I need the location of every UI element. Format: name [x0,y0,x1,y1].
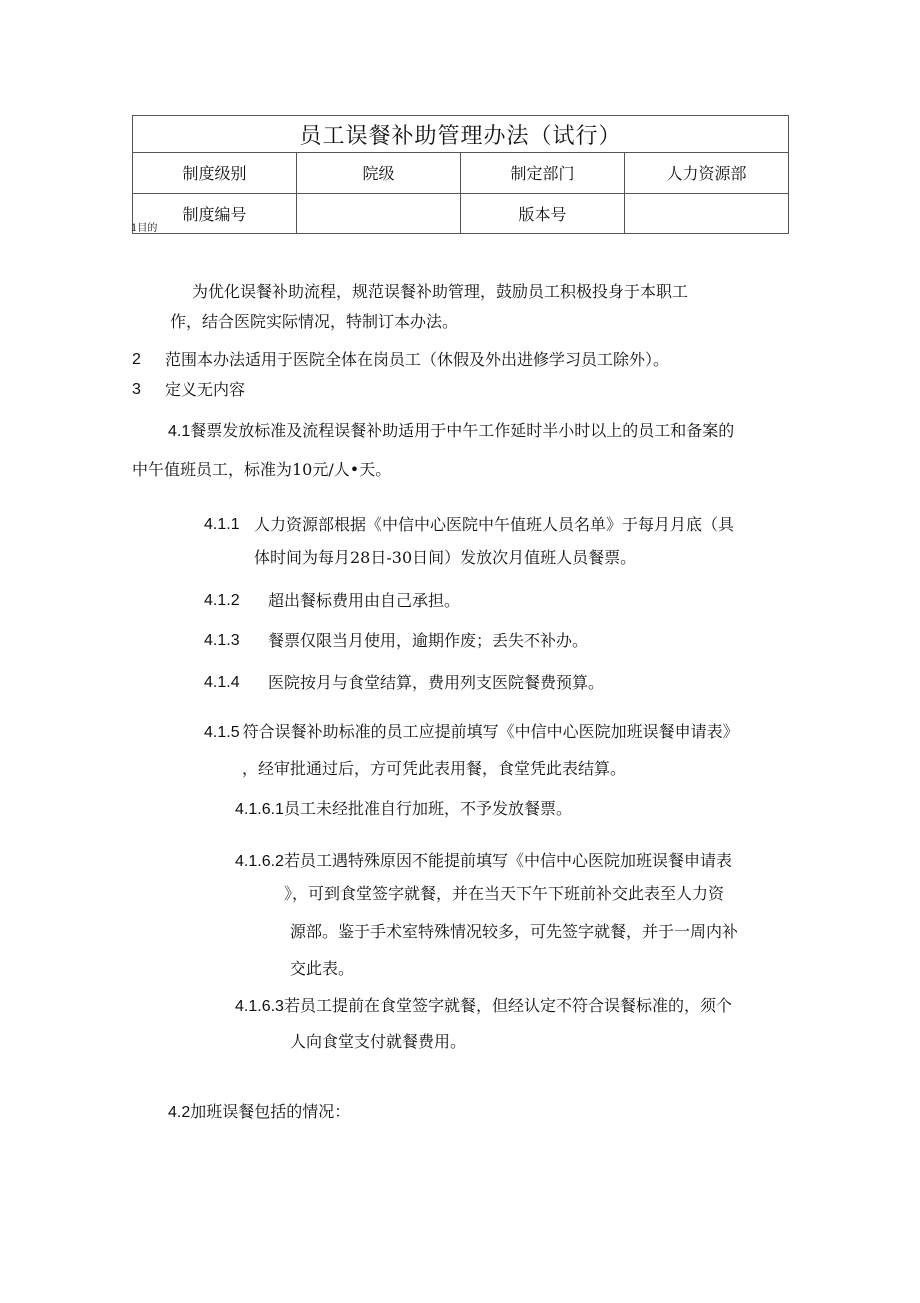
section-4-1-6-3-line-1: 若员工提前在食堂签字就餐，但经认定不符合误餐标准的，须个 [283,996,732,1015]
section-3-text: 定义无内容 [165,380,246,399]
section-4-1-6-2-line-2: 》，可到食堂签字就餐，并在当天下午下班前补交此表至人力资 [284,884,725,903]
section-4-1-6-3-number: 4.1.6.3 [235,998,284,1015]
section-4-1-1-number: 4.1.1 [204,516,240,533]
label-level: 制度级别 [133,153,297,194]
section-4-1-6-1-number: 4.1.6.1 [235,801,284,818]
section-4-1-2-text: 超出餐标费用由自己承担。 [268,591,461,610]
section-4-1-6-2-line-3: 源部。鉴于手术室特殊情况较多，可先签字就餐，并于一周内补 [290,922,739,941]
section-4-1-5-number: 4.1.5 [204,724,240,741]
value-number [297,193,461,234]
section-4-1-1-line-1: 人力资源部根据《中信中心医院中午值班人员名单》于每月月底（具 [254,515,735,534]
section-4-1-line-2: 中午值班员工，标准为10元/人•天。 [132,460,392,479]
section-3-number: 3 [132,381,141,398]
section-4-2 [168,1102,350,1123]
section-4-1-6-2-line-1: 若员工遇特殊原因不能提前填写《中信中心医院加班误餐申请表 [283,851,732,870]
purpose-line-1: 为优化误餐补助流程，规范误餐补助管理，鼓励员工积极投身于本职工 [192,282,689,301]
section-4-1-number: 4.1 [168,423,191,440]
section-4-1-6-2-line-4: 交此表。 [290,959,355,978]
section-4-2-text: 加班误餐包括的情况： [190,1102,351,1121]
section-4-1-4-number: 4.1.4 [204,674,240,691]
label-number: 制度编号 [133,193,297,234]
purpose-line-2: 作，结合医院实际情况，特制订本办法。 [170,312,459,331]
section-4-1-1-line-2: 体时间为每月28日-30日间）发放次月值班人员餐票。 [254,548,637,567]
section-4-1-6-3 [235,996,732,1017]
section-4-1-6-3-line-2: 人向食堂支付就餐费用。 [290,1032,467,1051]
section-4-1-5 [204,722,739,743]
section-4-1-5-line-2: ，经审批通过后，方可凭此表用餐，食堂凭此表结算。 [242,759,627,778]
section-4-1-4-text: 医院按月与食堂结算，费用列支医院餐费预算。 [268,673,605,692]
header-table [132,115,789,234]
section-4-1-2-number: 4.1.2 [204,592,240,609]
section-2-text: 范围本办法适用于医院全体在岗员工（休假及外出进修学习员工除外）。 [165,350,670,369]
value-version [625,193,789,234]
section-4-1-5-line-1: 符合误餐补助标准的员工应提前填写《中信中心医院加班误餐申请表》 [242,722,739,741]
section-4-1-6-1 [235,799,572,820]
value-level: 院级 [297,153,461,194]
section-4-1-3-number: 4.1.3 [204,632,240,649]
section-2-number: 2 [132,351,141,368]
section-4-1-6-2 [235,851,732,872]
section-4-1-line-1: 餐票发放标准及流程误餐补助适用于中午工作延时半小时以上的员工和备案的 [190,421,735,440]
purpose-label: 1目的 [131,223,158,234]
document-title: 员工误餐补助管理办法（试行） [133,116,789,153]
label-department: 制定部门 [461,153,625,194]
value-department: 人力资源部 [625,153,789,194]
section-4-1 [168,421,734,442]
section-4-2-number: 4.2 [168,1104,191,1121]
section-4-1-3-text: 餐票仅限当月使用，逾期作废；丢失不补办。 [268,631,589,650]
label-version: 版本号 [461,193,625,234]
section-4-1-6-2-number: 4.1.6.2 [235,853,284,870]
section-4-1-6-1-text: 员工未经批准自行加班，不予发放餐票。 [283,799,572,818]
